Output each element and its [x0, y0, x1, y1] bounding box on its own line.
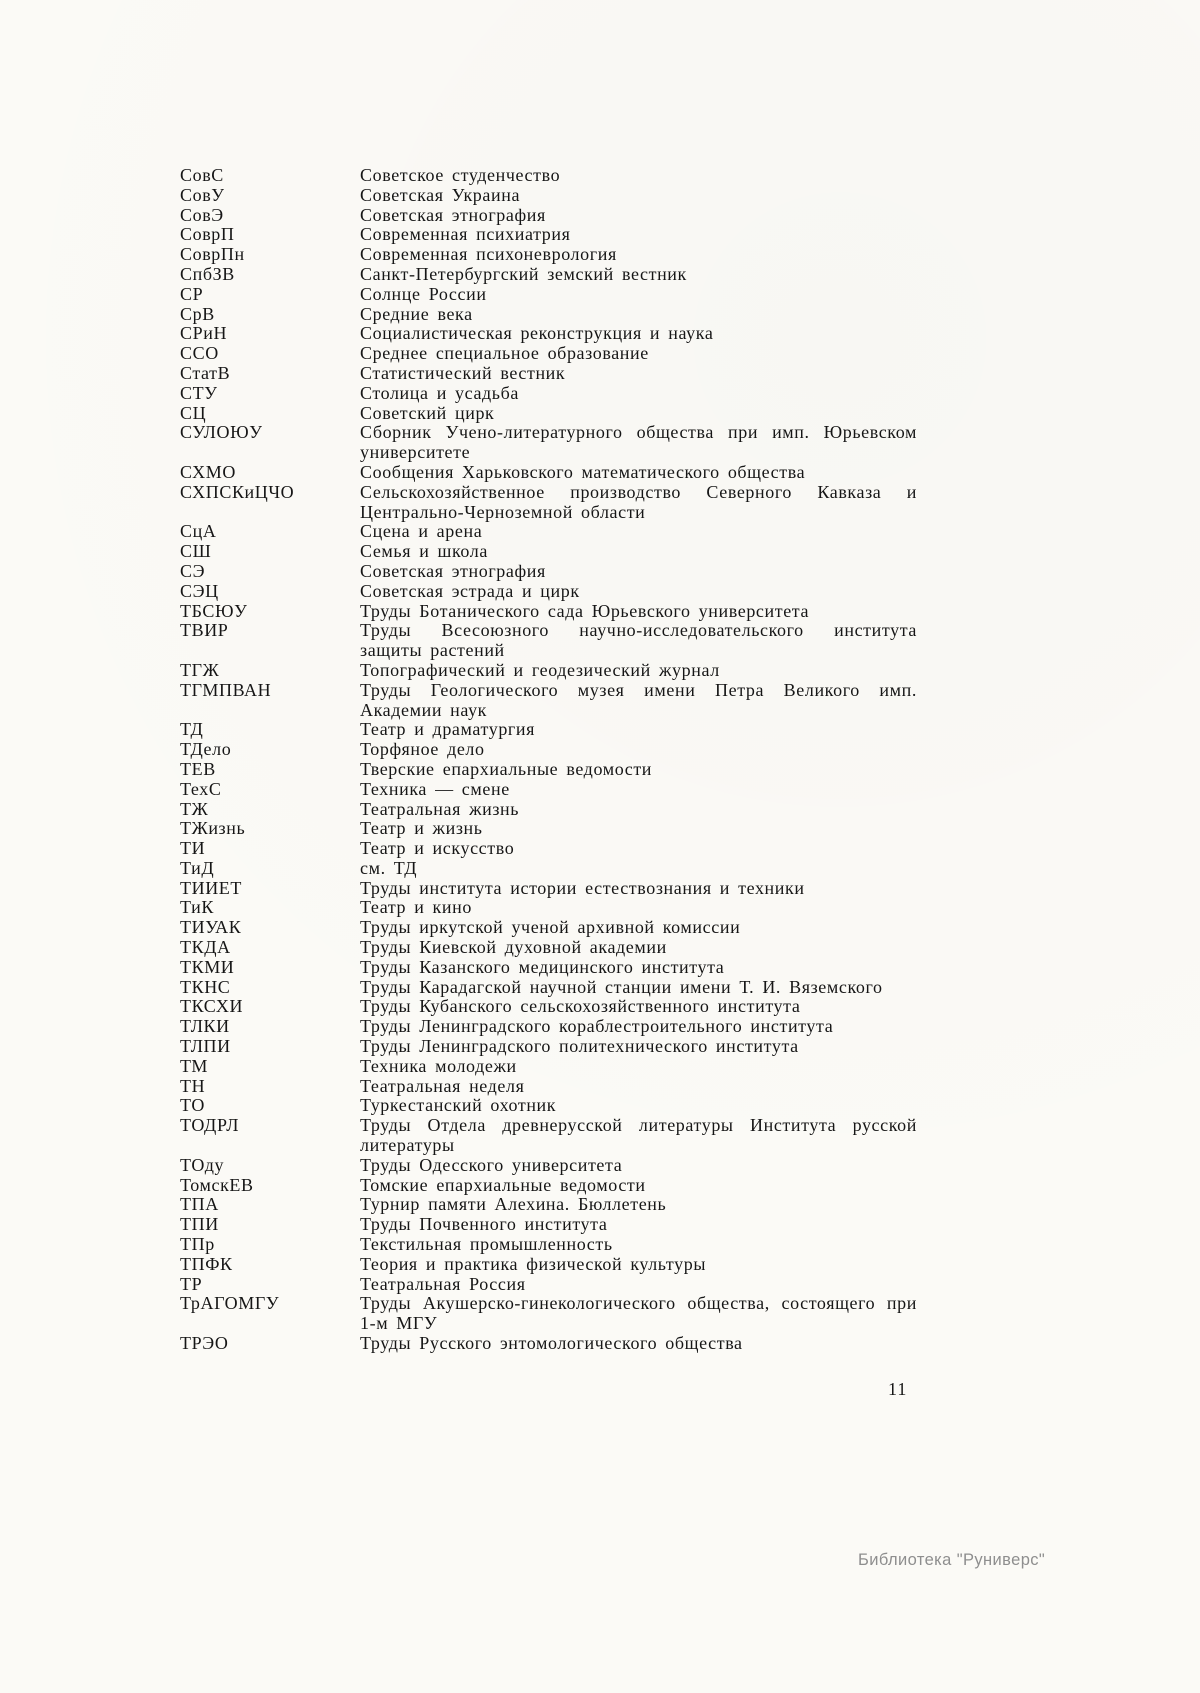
abbreviation: ТР [180, 1273, 203, 1294]
abbreviation-entry [180, 1057, 917, 1077]
definition: Топографический и геодезический журнал [360, 659, 720, 680]
abbreviation: ТОду [180, 1154, 225, 1175]
abbreviation-entry [180, 1096, 917, 1116]
definition: Сцена и арена [360, 521, 483, 542]
abbreviation-entry [180, 1116, 917, 1156]
definition: Труды Карадагской научной станции имени Т. И. Вяземского [360, 976, 883, 997]
definition: Тверские епархиальные ведомости [360, 758, 653, 779]
abbreviation: СШ [180, 541, 212, 562]
abbreviation-entry [180, 760, 917, 780]
abbreviation-entry [180, 364, 917, 384]
definition: Советская этнография [360, 204, 546, 225]
abbreviation: СЦ [180, 402, 207, 423]
abbreviation: ТГЖ [180, 659, 220, 680]
abbreviation: СцА [180, 521, 217, 542]
abbreviation-entry [180, 542, 917, 562]
definition: Труды Отдела древнерусской литературы Института русской литературы [360, 1115, 917, 1156]
abbreviation-entry [180, 285, 917, 305]
library-watermark: Библиотека "Руниверс" [858, 1551, 1046, 1569]
abbreviation: СУЛОЮУ [180, 422, 263, 443]
abbreviation: СоврП [180, 224, 235, 245]
abbreviation-entry [180, 463, 917, 483]
abbreviation-entry [180, 800, 917, 820]
abbreviation: ТИУАК [180, 917, 242, 938]
abbreviation-entry [180, 938, 917, 958]
definition: Театр и драматургия [360, 719, 536, 740]
definition: Труды Казанского медицинского института [360, 956, 725, 977]
definition: Труды Кубанского сельскохозяйственного института [360, 996, 801, 1017]
definition: Турнир памяти Алехина. Бюллетень [360, 1194, 667, 1215]
abbreviation-entry [180, 1294, 917, 1334]
definition: Труды Ленинградского кораблестроительного института [360, 1016, 834, 1037]
abbreviation: СоврПн [180, 244, 245, 265]
abbreviation: СЭЦ [180, 580, 219, 601]
abbreviation: СР [180, 283, 204, 304]
abbreviation-entry [180, 1235, 917, 1255]
definition: Современная психоневрология [360, 244, 617, 265]
abbreviation-entry [180, 245, 917, 265]
abbreviation: СРиН [180, 323, 228, 344]
abbreviation-entry [180, 1017, 917, 1037]
abbreviation: ТИ [180, 838, 206, 859]
abbreviation-entry [180, 819, 917, 839]
page-number: 11 [888, 1379, 908, 1399]
abbreviation: ТВИР [180, 620, 229, 641]
definition: Текстильная промышленность [360, 1234, 613, 1255]
definition: Театр и жизнь [360, 818, 483, 839]
abbreviation: ТКСХИ [180, 996, 244, 1017]
definition: Труды Геологического музея имени Петра Великого имп. Академии наук [360, 679, 917, 720]
definition: Санкт-Петербургский земский вестник [360, 263, 687, 284]
abbreviation-entry [180, 879, 917, 899]
abbreviation: СХПСКиЦЧО [180, 481, 295, 502]
abbreviation-entry [180, 404, 917, 424]
definition: Сельскохозяйственное производство Северного Кавказа и Центрально-Черноземной области [360, 481, 917, 522]
definition: Техника — смене [360, 778, 510, 799]
abbreviation: СрВ [180, 303, 215, 324]
abbreviation: СпбЗВ [180, 263, 235, 284]
abbreviation-entry [180, 602, 917, 622]
abbreviation: ТЕВ [180, 758, 216, 779]
definition: Советское студенчество [360, 165, 561, 185]
definition: см. ТД [360, 857, 418, 878]
abbreviation-entry [180, 720, 917, 740]
abbreviation-entry [180, 1255, 917, 1275]
definition: Труды иркутской ученой архивной комиссии [360, 917, 741, 938]
abbreviation-entry [180, 1334, 917, 1354]
abbreviation: ССО [180, 343, 219, 364]
abbreviation-entry [180, 859, 917, 879]
definition: Туркестанский охотник [360, 1095, 557, 1116]
abbreviation-entry [180, 1156, 917, 1176]
definition: Томские епархиальные ведомости [360, 1174, 646, 1195]
abbreviation-entry [180, 1275, 917, 1295]
abbreviation-entry [180, 898, 917, 918]
definition: Солнце России [360, 283, 487, 304]
abbreviation-entry [180, 1215, 917, 1235]
definition: Театр и искусство [360, 838, 515, 859]
definition: Торфяное дело [360, 739, 485, 760]
definition: Труды Всесоюзного научно-исследовательского института защиты растений [360, 620, 917, 661]
abbreviation: ТПИ [180, 1214, 219, 1235]
abbreviation: ТД [180, 719, 204, 740]
abbreviation: СовС [180, 165, 224, 185]
abbreviation-entry [180, 186, 917, 206]
definition: Техника молодежи [360, 1055, 517, 1076]
abbreviation-entry [180, 582, 917, 602]
abbreviation: ТКМИ [180, 956, 235, 977]
definition: Театр и кино [360, 897, 472, 918]
definition: Семья и школа [360, 541, 488, 562]
abbreviation: ТиК [180, 897, 214, 918]
abbreviation: ТМ [180, 1055, 208, 1076]
abbreviation-entry [180, 1195, 917, 1215]
definition: Советская эстрада и цирк [360, 580, 580, 601]
abbreviation: ТКДА [180, 937, 231, 958]
abbreviation-entry [180, 621, 917, 661]
abbreviation: СЭ [180, 560, 206, 581]
definition: Социалистическая реконструкция и наука [360, 323, 714, 344]
abbreviation: ТГМПВАН [180, 679, 272, 700]
abbreviation: ТДело [180, 739, 232, 760]
abbreviation-entry [180, 423, 917, 463]
definition: Труды Одесского университета [360, 1154, 623, 1175]
definition: Театральная неделя [360, 1075, 525, 1096]
abbreviation-entry [180, 1037, 917, 1057]
definition: Труды Русского энтомологического общества [360, 1333, 743, 1354]
definition: Советский цирк [360, 402, 495, 423]
abbreviation-entry [180, 681, 917, 721]
abbreviation-entry [180, 839, 917, 859]
abbreviation: ТехС [180, 778, 222, 799]
abbreviation: ТПр [180, 1234, 215, 1255]
abbreviation-entry [180, 265, 917, 285]
abbreviation-entry [180, 918, 917, 938]
abbreviation-entry [180, 562, 917, 582]
abbreviation: ТомскЕВ [180, 1174, 254, 1195]
definition: Труды Ботанического сада Юрьевского университета [360, 600, 810, 621]
abbreviation: СовУ [180, 184, 225, 205]
abbreviation-list [180, 166, 917, 1354]
abbreviation: СовЭ [180, 204, 224, 225]
definition: Труды института истории естествознания и техники [360, 877, 805, 898]
abbreviation: СТУ [180, 382, 218, 403]
definition: Статистический вестник [360, 362, 566, 383]
abbreviation: СтатВ [180, 362, 231, 383]
abbreviation: ТИИЕТ [180, 877, 242, 898]
definition: Сборник Учено-литературного общества при имп. Юрьевском университете [360, 422, 917, 463]
abbreviation-entry [180, 958, 917, 978]
abbreviation-entry [180, 483, 917, 523]
definition: Труды Акушерско-гинекологического общества, состоящего при 1-м МГУ [360, 1293, 917, 1334]
definition: Советская Украина [360, 184, 521, 205]
abbreviation-entry [180, 1176, 917, 1196]
abbreviation-entry [180, 522, 917, 542]
abbreviation-entry [180, 166, 917, 186]
abbreviation-entry [180, 344, 917, 364]
abbreviation: ТЛПИ [180, 1036, 231, 1057]
abbreviation: ТЖ [180, 798, 209, 819]
abbreviation: ТКНС [180, 976, 231, 997]
definition: Столица и усадьба [360, 382, 519, 403]
abbreviation-entry [180, 997, 917, 1017]
abbreviation: ТПА [180, 1194, 219, 1215]
abbreviation-entry [180, 305, 917, 325]
abbreviation-entry [180, 1077, 917, 1097]
abbreviation-entry [180, 978, 917, 998]
definition: Современная психиатрия [360, 224, 571, 245]
abbreviation: СХМО [180, 461, 236, 482]
abbreviation-entry [180, 324, 917, 344]
definition: Театральная Россия [360, 1273, 526, 1294]
abbreviation-entry [180, 384, 917, 404]
abbreviation-entry [180, 740, 917, 760]
abbreviation: ТиД [180, 857, 215, 878]
abbreviation: ТН [180, 1075, 206, 1096]
definition: Средние века [360, 303, 473, 324]
definition: Труды Почвенного института [360, 1214, 608, 1235]
abbreviation-entry [180, 225, 917, 245]
abbreviation: ТО [180, 1095, 205, 1116]
abbreviation: ТрАГОМГУ [180, 1293, 280, 1314]
definition: Теория и практика физической культуры [360, 1253, 707, 1274]
definition: Театральная жизнь [360, 798, 520, 819]
definition: Среднее специальное образование [360, 343, 649, 364]
abbreviation-entry [180, 780, 917, 800]
definition: Советская этнография [360, 560, 546, 581]
abbreviation: ТПФК [180, 1253, 233, 1274]
abbreviation: ТОДРЛ [180, 1115, 240, 1136]
abbreviation-entry [180, 661, 917, 681]
abbreviation: ТБСЮУ [180, 600, 248, 621]
abbreviation: ТЛКИ [180, 1016, 230, 1037]
abbreviation-entry [180, 206, 917, 226]
abbreviation: ТРЭО [180, 1333, 229, 1354]
definition: Труды Киевской духовной академии [360, 937, 667, 958]
abbreviation: ТЖизнь [180, 818, 246, 839]
definition: Труды Ленинградского политехнического института [360, 1036, 799, 1057]
definition: Сообщения Харьковского математического общества [360, 461, 806, 482]
